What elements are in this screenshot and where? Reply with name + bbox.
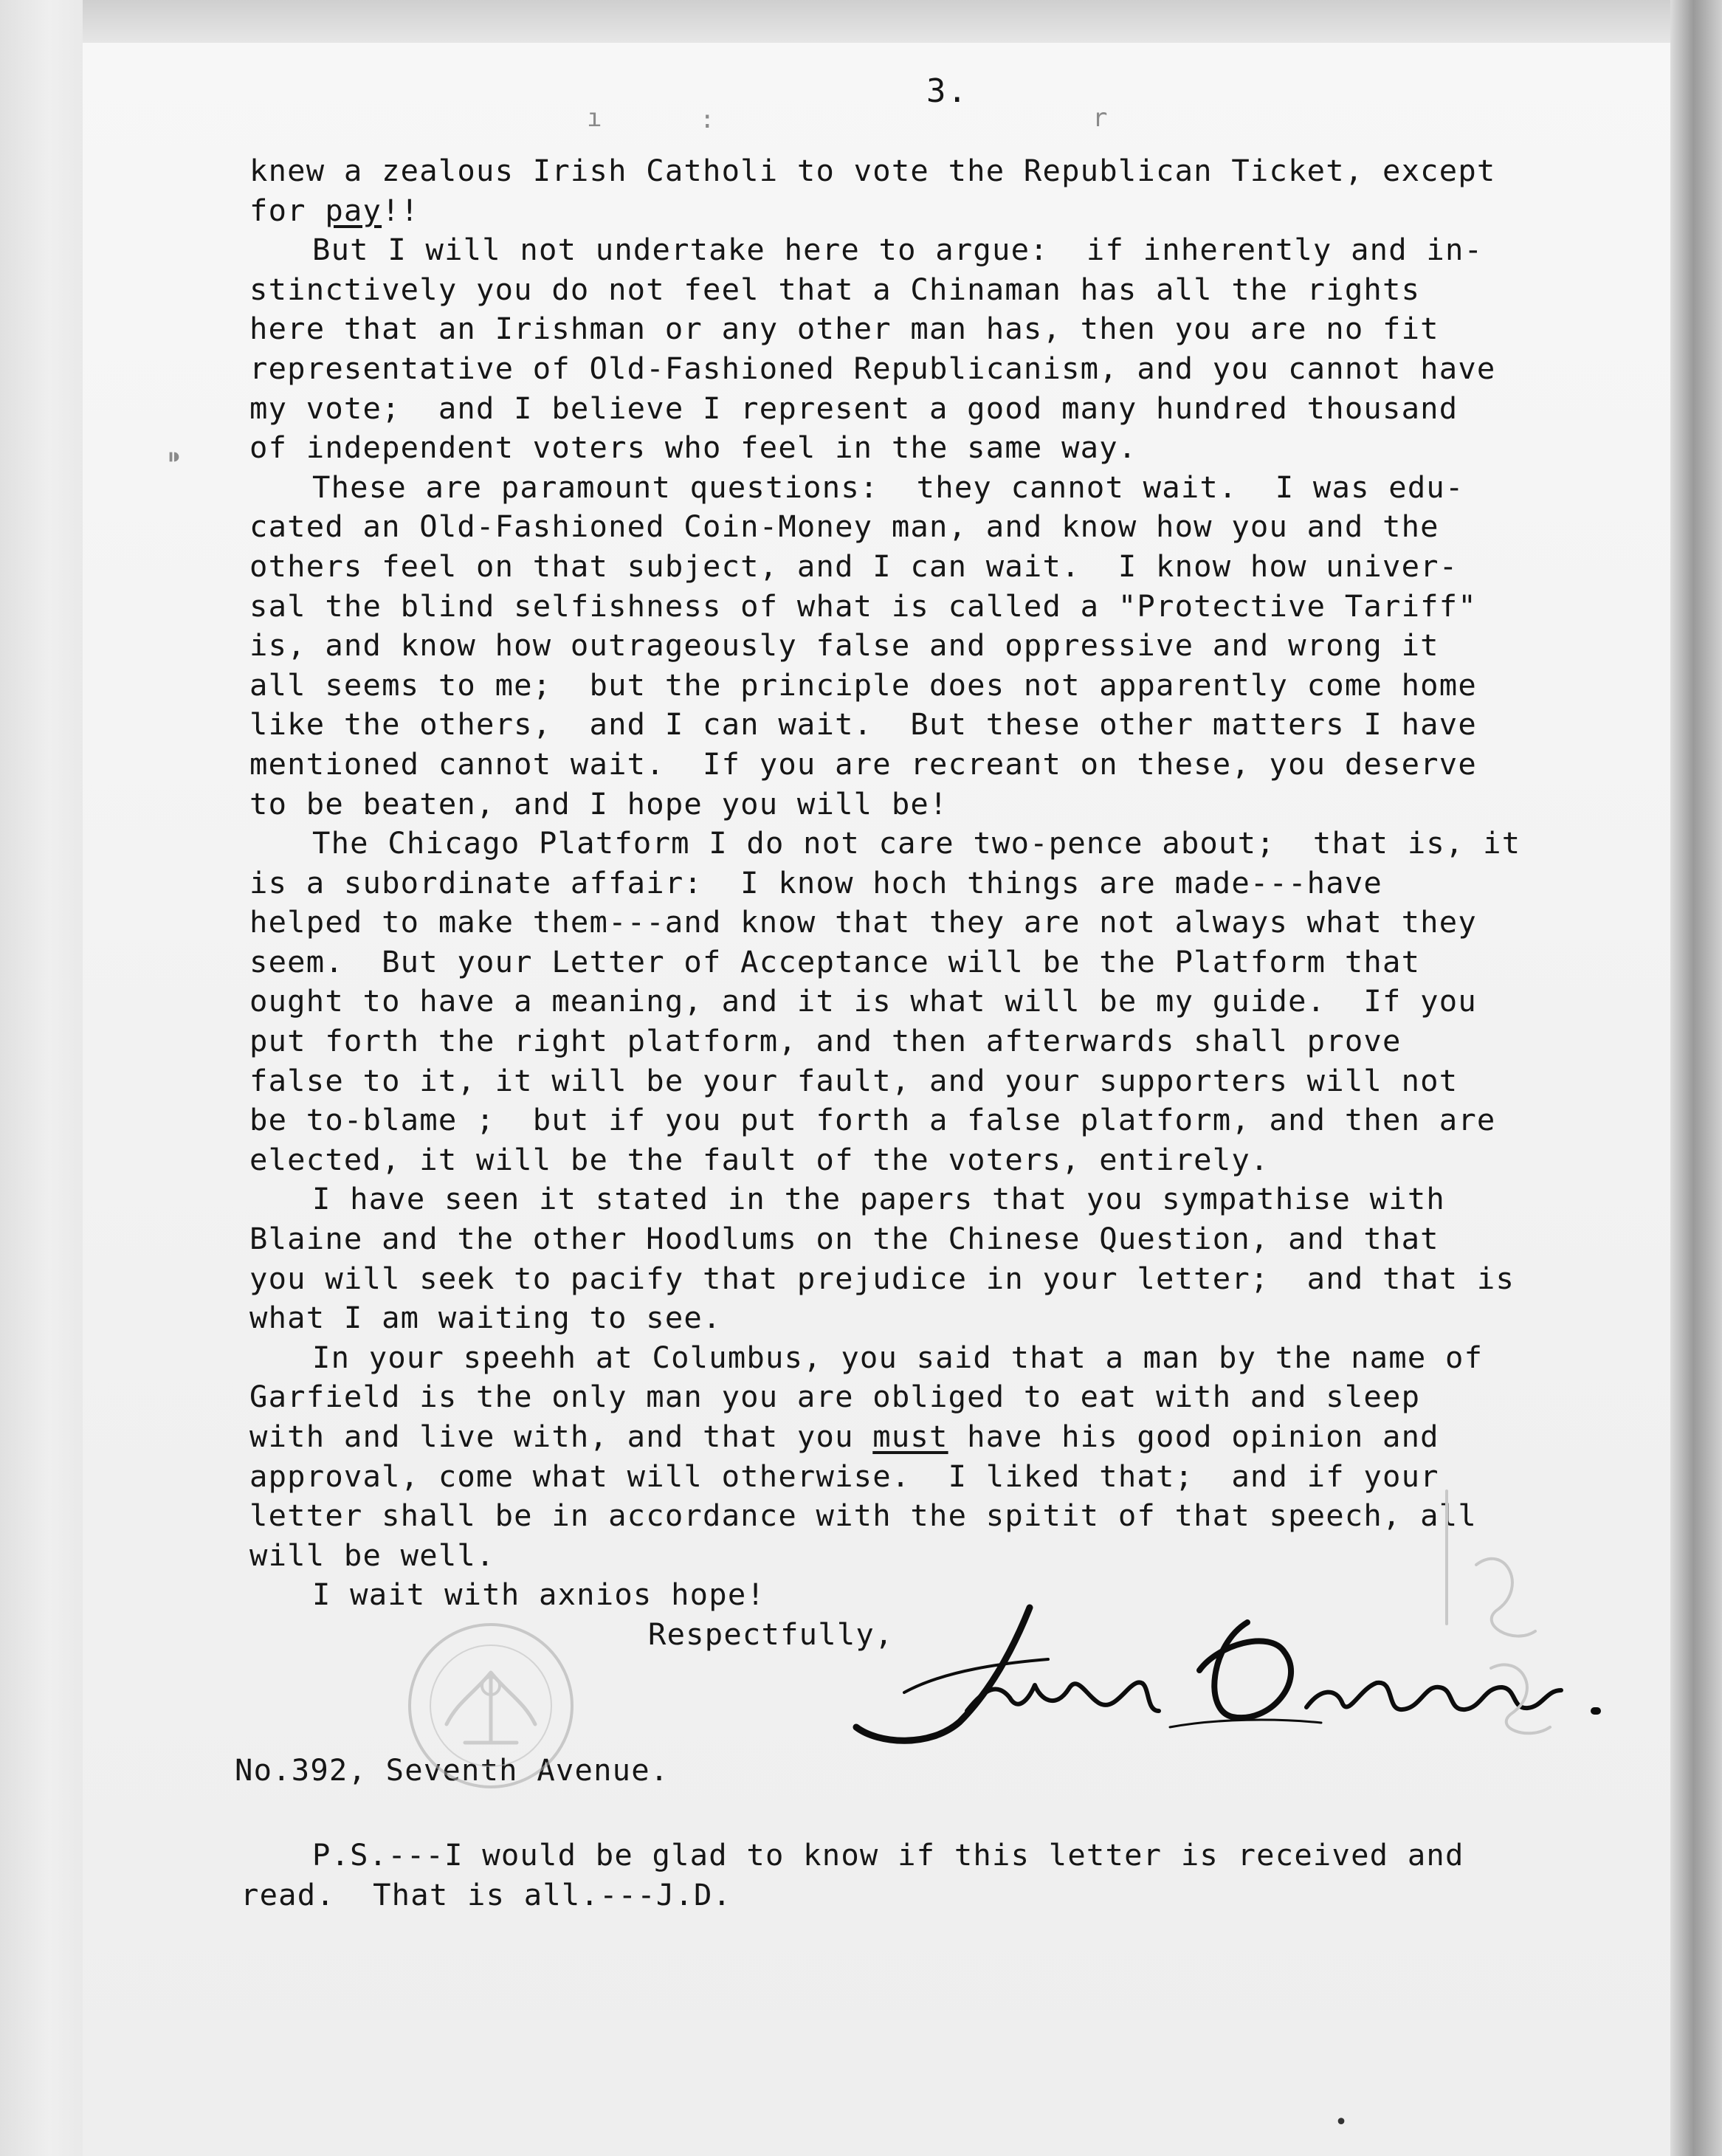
body-line: helped to make them---and know that they are not always what they [249, 904, 1477, 940]
faint-bleedthrough-marks [1417, 1476, 1580, 1786]
body-line: here that an Irishman or any other man has, then you are no fit [249, 311, 1439, 347]
body-line: approval, come what will otherwise. I liked that; and if your [249, 1458, 1439, 1494]
body-line: But I will not undertake here to argue: if inherently and in- [312, 232, 1484, 268]
body-line: sal the blind selfishness of what is called a "Protective Tariff" [249, 588, 1477, 624]
body-line: In your speehh at Columbus, you said that a man by the name of [312, 1339, 1484, 1375]
underlined-word: must [872, 1419, 948, 1454]
body-line: is, and know how outrageously false and oppressive and wrong it [249, 627, 1439, 664]
body-line: mentioned cannot wait. If you are recreant on these, you deserve [249, 745, 1477, 782]
body-line: letter shall be in accordance with the spitit of that speech, all [249, 1498, 1477, 1534]
body-line: cated an Old-Fashioned Coin-Money man, and know how you and the [249, 509, 1439, 545]
address: No.392, Seventh Avenue. [235, 1752, 669, 1788]
body-line: put forth the right platform, and then afterwards shall prove [249, 1023, 1402, 1059]
body-line: false to it, it will be your fault, and your supporters will not [249, 1062, 1458, 1098]
body-line: elected, it will be the fault of the voters, entirely. [249, 1141, 1270, 1177]
body-line: I wait with axnios hope! [312, 1577, 765, 1613]
body-line: Blaine and the other Hoodlums on the Chinese Question, and that [249, 1221, 1439, 1257]
body-line: will be well. [249, 1537, 495, 1573]
body-line: seem. But your Letter of Acceptance will be the Platform that [249, 943, 1421, 979]
body-line: stinctively you do not feel that a Chinaman has all the rights [249, 271, 1421, 307]
closing: Respectfully, [648, 1616, 894, 1652]
body-text: !! [382, 192, 420, 228]
body-line: you will seek to pacify that prejudice in your letter; and that is [249, 1260, 1515, 1296]
body-line: be to-blame ; but if you put forth a false platform, and then are [249, 1102, 1496, 1138]
body-text: with and live with, and that you [249, 1419, 873, 1454]
body-text: for [249, 192, 326, 228]
body-line: what I am waiting to see. [249, 1300, 722, 1336]
body-line: of independent voters who feel in the same way. [249, 430, 1137, 466]
body-line: is a subordinate affair: I know hoch things are made---have [249, 864, 1382, 900]
page-number: 3. [926, 72, 968, 110]
stray-mark: ⁍ [166, 439, 182, 477]
postscript-line: read. That is all.---J.D. [241, 1876, 732, 1912]
postscript [241, 1836, 1622, 1915]
body-line: Garfield is the only man you are obliged to eat with and sleep [249, 1379, 1421, 1415]
body-line: all seems to me; but the principle does not apparently come home [249, 667, 1477, 703]
body-line: like the others, and I can wait. But these other matters I have [249, 706, 1477, 743]
scan-border-top [0, 0, 1722, 43]
body-line: others feel on that subject, and I can wait. I know how univer- [249, 548, 1458, 584]
scan-border-left [0, 0, 83, 2156]
body-line: These are paramount questions: they cannot wait. I was edu- [312, 469, 1464, 505]
body-line: The Chicago Platform I do not care two-pence about; that is, it [312, 825, 1521, 861]
stray-mark: ı [587, 103, 602, 133]
body-line: I have seen it stated in the papers that you sympathise with [312, 1181, 1445, 1217]
stray-mark: • [1334, 2109, 1349, 2135]
body-line: my vote; and I believe I represent a good many hundred thousand [249, 390, 1458, 426]
stray-mark: : [700, 105, 715, 134]
body-line [249, 1417, 1622, 1457]
body-line: to be beaten, and I hope you will be! [249, 785, 948, 822]
embossed-seal-icon [384, 1613, 598, 1798]
stray-mark: r [1092, 103, 1108, 133]
body-line [249, 191, 1622, 231]
body-text: have his good opinion and [948, 1419, 1439, 1454]
underlined-word: pay [325, 192, 382, 228]
body-line: representative of Old-Fashioned Republicanism, and you cannot have [249, 350, 1496, 386]
scan-border-right [1670, 0, 1722, 2156]
body-line: ought to have a meaning, and it is what will be my guide. If you [249, 983, 1477, 1019]
body-line: knew a zealous Irish Catholi to vote the Republican Ticket, except [249, 153, 1496, 188]
postscript-line: P.S.---I would be glad to know if this letter is received and [312, 1837, 1464, 1873]
